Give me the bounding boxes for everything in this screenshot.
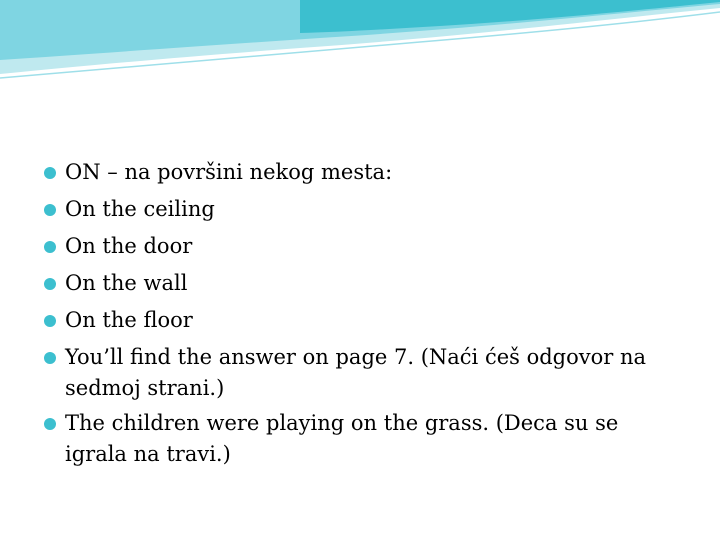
bullet-item [44, 305, 684, 336]
bullet-text: On the door [65, 234, 193, 258]
bullet-dot-icon [44, 278, 56, 290]
bullet-item [44, 194, 684, 225]
bullet-item [44, 268, 684, 299]
bullet-text: You’ll find the answer on page 7. (Naći ćeš odgovor na sedmoj strani.) [65, 345, 647, 400]
bullet-text: On the floor [65, 308, 193, 332]
bullet-dot-icon [44, 241, 56, 253]
bullet-item [44, 231, 684, 262]
bullet-dot-icon [44, 167, 56, 179]
bullet-dot-icon [44, 315, 56, 327]
bullet-list [44, 157, 684, 474]
bullet-item [44, 408, 684, 470]
bullet-text: The children were playing on the grass. (Deca su se igrala na travi.) [65, 411, 619, 466]
header-wave-decoration [0, 0, 720, 90]
bullet-text: On the ceiling [65, 197, 215, 221]
bullet-dot-icon [44, 204, 56, 216]
bullet-item [44, 157, 684, 188]
bullet-text: On the wall [65, 271, 188, 295]
bullet-dot-icon [44, 418, 56, 430]
bullet-dot-icon [44, 352, 56, 364]
bullet-item [44, 342, 684, 404]
bullet-text: ON – na površini nekog mesta: [65, 160, 393, 184]
